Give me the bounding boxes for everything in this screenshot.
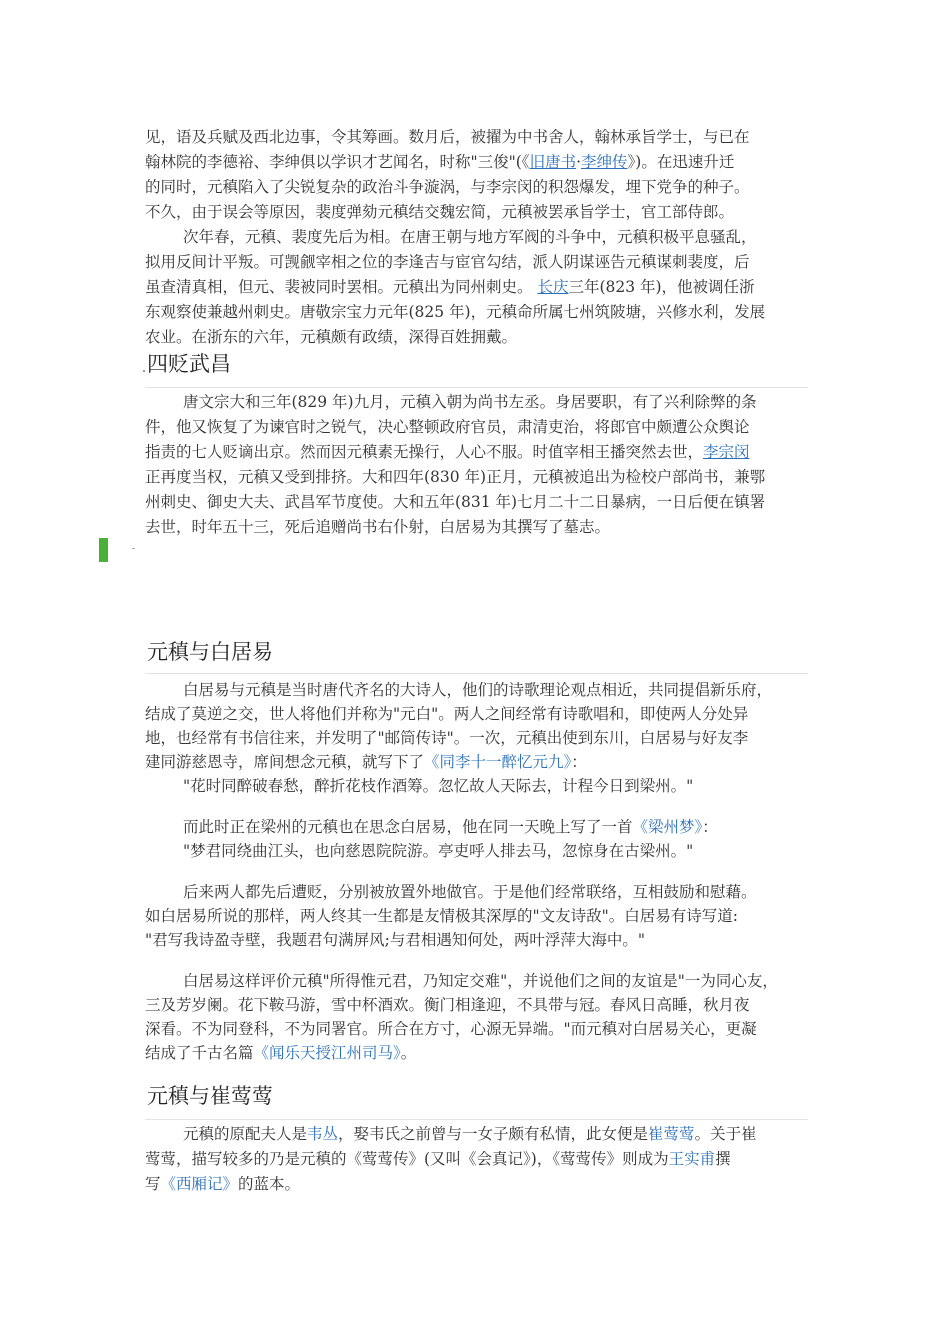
small-marker xyxy=(132,548,135,549)
paragraph-line xyxy=(145,905,815,927)
text-run: 白居易这样评价元稹"所得惟元君，乃知定交难"，并说他们之间的友谊是"一为同心友， xyxy=(183,972,778,990)
wiki-link[interactable]: 《梁州梦》 xyxy=(632,818,703,836)
text-run: 深看。不为同登科，不为同署官。所合在方寸，心源无异端。"而元稹对白居易关心，更凝 xyxy=(145,1020,757,1038)
wiki-link[interactable]: 《同李十一醉忆元九》 xyxy=(424,753,572,771)
wiki-link[interactable]: 《闻乐天授江州司马》 xyxy=(253,1044,401,1062)
heading-rule xyxy=(145,1119,808,1120)
text-run: 地，也经常有书信往来，并发明了"邮筒传诗"。一次，元稹出使到东川，白居易与好友李 xyxy=(145,729,749,747)
text-run: 去世，时年五十三，死后追赠尚书右仆射，白居易为其撰写了墓志。 xyxy=(145,518,611,536)
text-run: 不久，由于误会等原因，裴度弹劾元稹结交魏宏简，元稹被罢承旨学士，官工部侍郎。 xyxy=(145,203,735,221)
text-run: 建同游慈恩寺，席间想念元稹，就写下了 xyxy=(145,753,425,771)
paragraph-line xyxy=(145,929,815,951)
paragraph-line xyxy=(145,301,815,323)
text-run: "君写我诗盈寺壁，我题君句满屏风;与君相遇知何处，两叶浮萍大海中。" xyxy=(145,931,645,949)
paragraph-line xyxy=(183,970,813,992)
paragraph-line xyxy=(145,1018,815,1040)
paragraph-line xyxy=(145,751,815,773)
text-run: 如白居易所说的那样，两人终其一生都是友情极其深厚的"文友诗敌"。白居易有诗写道: xyxy=(145,907,738,925)
heading-marker xyxy=(143,370,145,372)
paragraph-line xyxy=(145,326,815,348)
paragraph-line xyxy=(145,201,815,223)
text-run: 莺莺，描写较多的乃是元稹的《莺莺传》(又叫《会真记》)，《莺莺传》则成为 xyxy=(145,1150,669,1168)
text-run: 。 xyxy=(400,1044,417,1062)
text-run: 正再度当权，元稹又受到排挤。大和四年(830 年)正月，元稹被追出为检校户部尚书，兼鄂 xyxy=(145,468,766,486)
wiki-link[interactable]: 《西厢记》 xyxy=(160,1175,239,1193)
heading-si-bian-wuchang: 四贬武昌 xyxy=(147,352,231,376)
text-run: 东观察使兼越州刺史。唐敬宗宝力元年(825 年)，元稹命所属七州筑陂塘，兴修水利，发展 xyxy=(145,303,766,321)
paragraph-line xyxy=(145,1173,815,1195)
paragraph-line xyxy=(145,441,815,463)
poem-quote-line xyxy=(183,775,813,797)
text-run: 州刺史、御史大夫、武昌军节度使。大和五年(831 年)七月二十二日暴病，一日后便在镇署 xyxy=(145,493,766,511)
text-run: 写 xyxy=(145,1175,161,1193)
paragraph-line xyxy=(145,276,815,298)
text-run: 而此时正在梁州的元稹也在思念白居易，他在同一天晚上写了一首 xyxy=(183,818,633,836)
text-run: 见，语及兵赋及西北边事，令其筹画。数月后，被擢为中书舍人，翰林承旨学士，与已在 xyxy=(145,128,750,146)
paragraph-line xyxy=(145,491,815,513)
text-run: 的同时，元稹陷入了尖锐复杂的政治斗争漩涡，与李宗闵的积怨爆发，埋下党争的种子。 xyxy=(145,178,750,196)
text-run: 的蓝本。 xyxy=(238,1175,301,1193)
paragraph-line xyxy=(183,391,813,413)
text-run: 后来两人都先后遭贬，分别被放置外地做官。于是他们经常联络，互相鼓励和慰藉。 xyxy=(183,883,757,901)
text-run: 》)。在迅速升迁 xyxy=(627,153,735,171)
text-run: ： xyxy=(571,753,587,771)
paragraph-line xyxy=(183,679,813,701)
wiki-link[interactable]: 王实甫 xyxy=(668,1150,716,1168)
paragraph-line xyxy=(145,251,815,273)
paragraph-line xyxy=(145,516,815,538)
paragraph-line xyxy=(183,881,813,903)
text-run: 结成了千古名篇 xyxy=(145,1044,254,1062)
text-run: 农业。在浙东的六年，元稹颇有政绩，深得百姓拥戴。 xyxy=(145,328,518,346)
text-run: ： xyxy=(702,818,718,836)
poem-quote-line xyxy=(183,840,813,862)
text-run: 件，他又恢复了为谏官时之锐气，决心整顿政府官员，肃清吏治，将郎官中颇遭公众舆论 xyxy=(145,418,750,436)
green-marker-bar xyxy=(99,538,108,562)
wiki-link[interactable]: 旧唐书 xyxy=(529,153,577,171)
text-run: 三及芳岁阑。花下鞍马游，雪中杯酒欢。衡门相逢迎，不具带与冠。春风日高睡，秋月夜 xyxy=(145,996,750,1014)
wiki-link[interactable]: 李绅传 xyxy=(581,153,628,171)
text-run: 撰 xyxy=(715,1150,731,1168)
paragraph-line xyxy=(145,176,815,198)
wiki-link[interactable]: 崔莺莺 xyxy=(648,1125,695,1143)
text-run: 翰林院的李德裕、李绅俱以学识才艺闻名，时称"三俊"(《 xyxy=(145,153,530,171)
heading-yuan-cui: 元稹与崔莺莺 xyxy=(147,1084,273,1108)
heading-rule xyxy=(145,673,808,674)
text-run: "花时同醉破春愁，醉折花枝作酒筹。忽忆故人天际去，计程今日到梁州。" xyxy=(183,777,694,795)
text-run: 。关于崔 xyxy=(694,1125,757,1143)
wiki-link[interactable]: 长庆 xyxy=(537,278,569,296)
text-run: 拟用反间计平叛。可觊觎宰相之位的李逢吉与宦官勾结，派人阴谋诬告元稹谋刺裴度，后 xyxy=(145,253,750,271)
text-run: 元稹的原配夫人是 xyxy=(183,1125,308,1143)
heading-yuan-bai: 元稹与白居易 xyxy=(147,640,273,664)
paragraph-line xyxy=(183,226,813,248)
paragraph-line xyxy=(145,416,815,438)
wiki-link[interactable]: 李宗闵 xyxy=(703,443,750,461)
paragraph-line xyxy=(145,1148,815,1170)
text-run: 虽查清真相，但元、裴被同时罢相。元稹出为同州刺史。 xyxy=(145,278,538,296)
paragraph-line xyxy=(145,703,815,725)
paragraph-line xyxy=(183,816,813,838)
paragraph-line xyxy=(145,151,815,173)
paragraph-line xyxy=(145,466,815,488)
text-run: 唐文宗大和三年(829 年)九月，元稹入朝为尚书左丞。身居要职，有了兴利除弊的条 xyxy=(183,393,757,411)
text-run: 次年春，元稹、裴度先后为相。在唐王朝与地方军阀的斗争中，元稹积极平息骚乱， xyxy=(183,228,757,246)
text-run: · xyxy=(576,153,582,171)
heading-rule xyxy=(145,387,808,388)
paragraph-line xyxy=(145,994,815,1016)
paragraph-line xyxy=(145,727,815,749)
text-run: 三年(823 年)，他被调任浙 xyxy=(568,278,755,296)
paragraph-line xyxy=(145,1042,815,1064)
paragraph-line xyxy=(145,126,815,148)
text-run: "梦君同绕曲江头，也向慈恩院院游。亭吏呼人排去马，忽惊身在古梁州。" xyxy=(183,842,694,860)
wiki-link[interactable]: 韦丛 xyxy=(307,1125,339,1143)
paragraph-line xyxy=(183,1123,813,1145)
text-run: 白居易与元稹是当时唐代齐名的大诗人，他们的诗歌理论观点相近，共同提倡新乐府， xyxy=(183,681,773,699)
text-run: ，娶韦氏之前曾与一女子颇有私情，此女便是 xyxy=(338,1125,649,1143)
text-run: 指责的七人贬谪出京。然而因元稹素无操行，人心不服。时值宰相王播突然去世， xyxy=(145,443,704,461)
text-run: 结成了莫逆之交，世人将他们并称为"元白"。两人之间经常有诗歌唱和，即使两人分处异 xyxy=(145,705,749,723)
